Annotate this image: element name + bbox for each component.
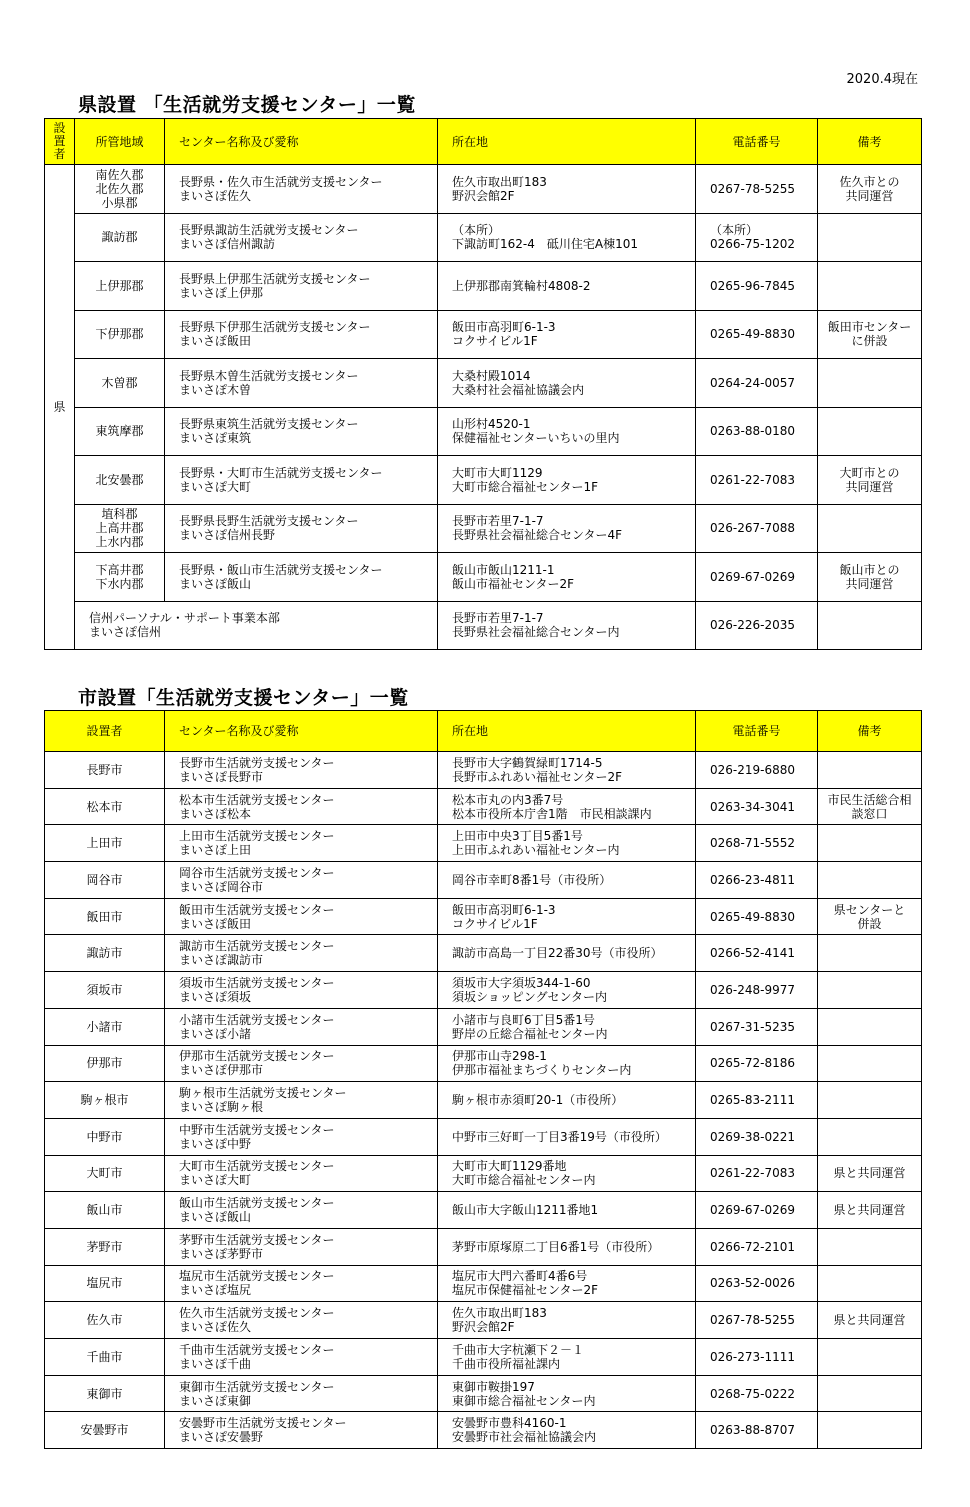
cell-setter: 岡谷市 (45, 862, 165, 899)
cell-area: 下伊那郡 (75, 310, 165, 359)
cell-tel: 0269-67-0269 (696, 553, 818, 602)
cell-tel: 0266-52-4141 (696, 935, 818, 972)
cell-tel: 0266-72-2101 (696, 1228, 818, 1265)
cell-center: 長野県長野生活就労支援センター まいさぽ信州長野 (165, 504, 438, 553)
cell-address: 飯山市飯山1211-1 飯山市福祉センター2F (438, 553, 696, 602)
table-row (45, 1302, 922, 1339)
table-row (45, 553, 922, 602)
cell-setter: 塩尻市 (45, 1265, 165, 1302)
cell-note (818, 1375, 922, 1412)
cell-address: 須坂市大字須坂344-1-60 須坂ショッピングセンター内 (438, 972, 696, 1009)
cell-address: 佐久市取出町183 野沢会館2F (438, 165, 696, 214)
cell-center: 上田市生活就労支援センター まいさぽ上田 (165, 825, 438, 862)
cell-area: 北安曇郡 (75, 456, 165, 505)
cell-note (818, 1339, 922, 1376)
cell-setter: 飯田市 (45, 898, 165, 935)
cell-address: 駒ヶ根市赤須町20-1（市役所） (438, 1082, 696, 1119)
table-row (45, 1045, 922, 1082)
cell-center: 諏訪市生活就労支援センター まいさぽ諏訪市 (165, 935, 438, 972)
cell-setter: 中野市 (45, 1118, 165, 1155)
cell-address: 上田市中央3丁目5番1号 上田市ふれあい福祉センター内 (438, 825, 696, 862)
table-row (45, 1412, 922, 1449)
header-address: 所在地 (438, 711, 696, 752)
table-row (45, 898, 922, 935)
cell-center: 安曇野市生活就労支援センター まいさぽ安曇野 (165, 1412, 438, 1449)
cell-setter: 佐久市 (45, 1302, 165, 1339)
cell-address: 松本市丸の内3番7号 松本市役所本庁舎1階 市民相談課内 (438, 788, 696, 825)
pref-centers-table (44, 118, 922, 650)
table-row (45, 1192, 922, 1229)
cell-tel: 026-267-7088 (696, 504, 818, 553)
cell-note (818, 1412, 922, 1449)
cell-address: 上伊那郡南箕輪村4808-2 (438, 262, 696, 311)
cell-address: 諏訪市高島一丁目22番30号（市役所） (438, 935, 696, 972)
cell-tel: 0266-23-4811 (696, 862, 818, 899)
cell-note: 県と共同運営 (818, 1192, 922, 1229)
table-row (45, 1118, 922, 1155)
cell-center: 須坂市生活就労支援センター まいさぽ須坂 (165, 972, 438, 1009)
cell-note (818, 752, 922, 789)
cell-tel: 0269-38-0221 (696, 1118, 818, 1155)
cell-note: 大町市との 共同運営 (818, 456, 922, 505)
table-row (45, 1155, 922, 1192)
cell-tel: 0265-96-7845 (696, 262, 818, 311)
cell-tel: 0268-71-5552 (696, 825, 818, 862)
cell-note (818, 1228, 922, 1265)
cell-tel: 0265-83-2111 (696, 1082, 818, 1119)
table-row (45, 1265, 922, 1302)
cell-tel: 026-219-6880 (696, 752, 818, 789)
cell-area: 諏訪郡 (75, 213, 165, 262)
cell-note (818, 825, 922, 862)
cell-note (818, 972, 922, 1009)
cell-address: 飯山市大字飯山1211番地1 (438, 1192, 696, 1229)
header-center: センター名称及び愛称 (165, 119, 438, 165)
cell-address: 山形村4520-1 保健福祉センターいちいの里内 (438, 407, 696, 456)
cell-note (818, 601, 922, 650)
cell-center: 信州パーソナル・サポート事業本部 まいさぽ信州 (75, 601, 438, 650)
cell-address: 大桑村殿1014 大桑村社会福祉協議会内 (438, 359, 696, 408)
cell-note (818, 359, 922, 408)
header-setter: 設置者 (45, 711, 165, 752)
cell-address: 長野市若里7-1-7 長野県社会福祉総合センター内 (438, 601, 696, 650)
cell-setter: 茅野市 (45, 1228, 165, 1265)
cell-tel: 0261-22-7083 (696, 1155, 818, 1192)
cell-tel: 0267-78-5255 (696, 165, 818, 214)
cell-center: 伊那市生活就労支援センター まいさぽ伊那市 (165, 1045, 438, 1082)
cell-tel: 0267-31-5235 (696, 1008, 818, 1045)
cell-setter: 東御市 (45, 1375, 165, 1412)
cell-center: 茅野市生活就労支援センター まいさぽ茅野市 (165, 1228, 438, 1265)
cell-center: 長野県東筑生活就労支援センター まいさぽ東筑 (165, 407, 438, 456)
cell-center: 長野県・大町市生活就労支援センター まいさぽ大町 (165, 456, 438, 505)
cell-center: 飯田市生活就労支援センター まいさぽ飯田 (165, 898, 438, 935)
cell-address: 中野市三好町一丁目3番19号（市役所） (438, 1118, 696, 1155)
cell-setter: 飯山市 (45, 1192, 165, 1229)
cell-setter: 諏訪市 (45, 935, 165, 972)
cell-tel: 026-248-9977 (696, 972, 818, 1009)
cell-center: 千曲市生活就労支援センター まいさぽ千曲 (165, 1339, 438, 1376)
cell-address: 大町市大町1129番地 大町市総合福祉センター内 (438, 1155, 696, 1192)
cell-address: 東御市鞍掛197 東御市総合福祉センター内 (438, 1375, 696, 1412)
city-table-title: 市設置「生活就労支援センター」一覧 (78, 687, 409, 709)
cell-tel: 0265-72-8186 (696, 1045, 818, 1082)
cell-area: 東筑摩郡 (75, 407, 165, 456)
cell-note (818, 1008, 922, 1045)
cell-note: 県センターと 併設 (818, 898, 922, 935)
table-row (45, 1375, 922, 1412)
header-note: 備考 (818, 119, 922, 165)
table-header-row (45, 119, 922, 165)
cell-note (818, 1265, 922, 1302)
cell-center: 大町市生活就労支援センター まいさぽ大町 (165, 1155, 438, 1192)
cell-center: 中野市生活就労支援センター まいさぽ中野 (165, 1118, 438, 1155)
cell-tel: （本所） 0266-75-1202 (696, 213, 818, 262)
header-tel: 電話番号 (696, 711, 818, 752)
table-row (45, 601, 922, 650)
table-row (45, 504, 922, 553)
table-row (45, 972, 922, 1009)
cell-center: 東御市生活就労支援センター まいさぽ東御 (165, 1375, 438, 1412)
cell-center: 長野県上伊那生活就労支援センター まいさぽ上伊那 (165, 262, 438, 311)
cell-setter: 小諸市 (45, 1008, 165, 1045)
cell-tel: 0269-67-0269 (696, 1192, 818, 1229)
cell-note: 県と共同運営 (818, 1155, 922, 1192)
cell-tel: 0263-88-8707 (696, 1412, 818, 1449)
table-row (45, 825, 922, 862)
cell-center: 佐久市生活就労支援センター まいさぽ佐久 (165, 1302, 438, 1339)
cell-center: 長野県木曽生活就労支援センター まいさぽ木曽 (165, 359, 438, 408)
cell-center: 塩尻市生活就労支援センター まいさぽ塩尻 (165, 1265, 438, 1302)
cell-note (818, 1118, 922, 1155)
cell-address: 小諸市与良町6丁目5番1号 野岸の丘総合福祉センター内 (438, 1008, 696, 1045)
cell-note (818, 935, 922, 972)
header-tel: 電話番号 (696, 119, 818, 165)
cell-center: 長野県・佐久市生活就労支援センター まいさぽ佐久 (165, 165, 438, 214)
header-center: センター名称及び愛称 (165, 711, 438, 752)
cell-area: 南佐久郡 北佐久郡 小県郡 (75, 165, 165, 214)
cell-address: （本所） 下諏訪町162-4 砥川住宅A棟101 (438, 213, 696, 262)
cell-setter: 上田市 (45, 825, 165, 862)
pref-table-title: 県設置 「生活就労支援センター」一覧 (78, 94, 416, 116)
cell-address: 茅野市原塚原二丁目6番1号（市役所） (438, 1228, 696, 1265)
cell-setter: 県 (45, 165, 75, 650)
cell-note: 市民生活総合相 談窓口 (818, 788, 922, 825)
date-note: 2020.4現在 (846, 72, 918, 87)
table-row (45, 1008, 922, 1045)
cell-tel: 0263-88-0180 (696, 407, 818, 456)
header-address: 所在地 (438, 119, 696, 165)
cell-center: 駒ヶ根市生活就労支援センター まいさぽ駒ヶ根 (165, 1082, 438, 1119)
cell-note (818, 213, 922, 262)
cell-center: 松本市生活就労支援センター まいさぽ松本 (165, 788, 438, 825)
table-row (45, 165, 922, 214)
table-row (45, 935, 922, 972)
cell-setter: 須坂市 (45, 972, 165, 1009)
cell-note: 県と共同運営 (818, 1302, 922, 1339)
cell-note (818, 862, 922, 899)
cell-setter: 松本市 (45, 788, 165, 825)
table-row (45, 752, 922, 789)
cell-center: 小諸市生活就労支援センター まいさぽ小諸 (165, 1008, 438, 1045)
table-header-row (45, 711, 922, 752)
table-row (45, 1339, 922, 1376)
cell-note: 佐久市との 共同運営 (818, 165, 922, 214)
city-centers-table (44, 710, 922, 1449)
cell-address: 長野市若里7-1-7 長野県社会福祉総合センター4F (438, 504, 696, 553)
cell-address: 佐久市取出町183 野沢会館2F (438, 1302, 696, 1339)
table-row (45, 262, 922, 311)
cell-address: 塩尻市大門六番町4番6号 塩尻市保健福祉センター2F (438, 1265, 696, 1302)
cell-area: 木曽郡 (75, 359, 165, 408)
cell-address: 伊那市山寺298-1 伊那市福祉まちづくりセンター内 (438, 1045, 696, 1082)
cell-address: 大町市大町1129 大町市総合福祉センター1F (438, 456, 696, 505)
cell-center: 長野県・飯山市生活就労支援センター まいさぽ飯山 (165, 553, 438, 602)
cell-note (818, 1082, 922, 1119)
cell-note (818, 407, 922, 456)
table-row (45, 1228, 922, 1265)
cell-address: 飯田市高羽町6-1-3 コクサイビル1F (438, 310, 696, 359)
header-setter: 設 置 者 (45, 119, 75, 165)
cell-note: 飯田市センター に併設 (818, 310, 922, 359)
header-note: 備考 (818, 711, 922, 752)
table-row (45, 213, 922, 262)
cell-address: 千曲市大字杭瀬下２－１ 千曲市役所福祉課内 (438, 1339, 696, 1376)
cell-tel: 0263-34-3041 (696, 788, 818, 825)
cell-note (818, 262, 922, 311)
cell-center: 長野県諏訪生活就労支援センター まいさぽ信州諏訪 (165, 213, 438, 262)
header-area: 所管地域 (75, 119, 165, 165)
cell-address: 安曇野市豊科4160-1 安曇野市社会福祉協議会内 (438, 1412, 696, 1449)
cell-tel: 0265-49-8830 (696, 898, 818, 935)
cell-setter: 駒ヶ根市 (45, 1082, 165, 1119)
cell-tel: 0263-52-0026 (696, 1265, 818, 1302)
cell-area: 上伊那郡 (75, 262, 165, 311)
cell-address: 飯田市高羽町6-1-3 コクサイビル1F (438, 898, 696, 935)
cell-tel: 0261-22-7083 (696, 456, 818, 505)
cell-area: 下高井郡 下水内郡 (75, 553, 165, 602)
cell-tel: 0267-78-5255 (696, 1302, 818, 1339)
cell-tel: 026-273-1111 (696, 1339, 818, 1376)
cell-center: 長野市生活就労支援センター まいさぽ長野市 (165, 752, 438, 789)
cell-center: 飯山市生活就労支援センター まいさぽ飯山 (165, 1192, 438, 1229)
cell-note (818, 1045, 922, 1082)
cell-center: 長野県下伊那生活就労支援センター まいさぽ飯田 (165, 310, 438, 359)
cell-setter: 大町市 (45, 1155, 165, 1192)
cell-tel: 0264-24-0057 (696, 359, 818, 408)
table-row (45, 359, 922, 408)
cell-center: 岡谷市生活就労支援センター まいさぽ岡谷市 (165, 862, 438, 899)
table-row (45, 788, 922, 825)
cell-setter: 安曇野市 (45, 1412, 165, 1449)
cell-setter: 伊那市 (45, 1045, 165, 1082)
cell-address: 岡谷市幸町8番1号（市役所） (438, 862, 696, 899)
cell-tel: 026-226-2035 (696, 601, 818, 650)
table-row (45, 407, 922, 456)
cell-area: 埴科郡 上高井郡 上水内郡 (75, 504, 165, 553)
cell-setter: 長野市 (45, 752, 165, 789)
cell-tel: 0265-49-8830 (696, 310, 818, 359)
cell-tel: 0268-75-0222 (696, 1375, 818, 1412)
cell-setter: 千曲市 (45, 1339, 165, 1376)
table-row (45, 862, 922, 899)
cell-address: 長野市大字鶴賀緑町1714-5 長野市ふれあい福祉センター2F (438, 752, 696, 789)
cell-note (818, 504, 922, 553)
table-row (45, 310, 922, 359)
cell-note: 飯山市との 共同運営 (818, 553, 922, 602)
table-row (45, 456, 922, 505)
table-row (45, 1082, 922, 1119)
